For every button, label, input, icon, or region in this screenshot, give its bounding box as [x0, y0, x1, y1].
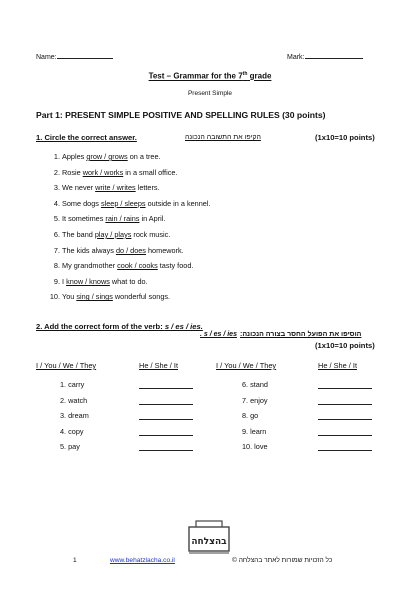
question-item — [48, 292, 170, 301]
question-number: 1. — [53, 152, 60, 161]
question-number: 4. — [53, 198, 60, 208]
question-item — [48, 199, 210, 208]
question-text-before: I — [62, 276, 67, 286]
answer-options[interactable]: do / does — [115, 245, 146, 255]
section2-heading: 2. Add the correct form of the verb: s / es / ies. — [36, 322, 203, 331]
col-header-subject-right: I / You / We / They — [216, 361, 277, 370]
col-header-third-right: He / She / It — [318, 361, 358, 370]
website-link[interactable]: www.behatzlacha.co.il — [110, 557, 175, 564]
name-blank[interactable] — [57, 49, 113, 59]
verb-item-left: 3. dream — [60, 411, 89, 421]
question-number: 2. — [53, 167, 60, 177]
section1-heading: 1. Circle the correct answer. — [36, 133, 137, 142]
col-header-third-left: He / She / It — [139, 361, 179, 370]
mark-label: Mark: — [287, 54, 305, 61]
verb-item-right: 7. enjoy — [242, 395, 268, 405]
question-item — [48, 152, 161, 161]
sheet-title: Test – Grammar for the 7th grade — [148, 71, 272, 81]
question-item — [48, 214, 165, 223]
question-item — [48, 230, 170, 239]
question-number: 3. — [53, 183, 60, 193]
part1-title: Part 1: PRESENT SIMPLE POSITIVE AND SPELLING RULES (30 points) — [36, 110, 326, 120]
question-text-before: It sometimes — [62, 214, 106, 224]
section1-points: (1x10=10 points) — [315, 133, 375, 142]
question-text-after: homework. — [145, 245, 184, 255]
answer-options[interactable]: cook / cooks — [117, 261, 158, 271]
question-item — [48, 277, 148, 286]
verb-item-right: 10. love — [242, 442, 268, 452]
verb-item-right: 8. go — [242, 411, 259, 421]
verb-item-left: 1. carry — [60, 380, 85, 389]
question-text-before: We never — [62, 183, 96, 193]
mark-field — [287, 49, 363, 61]
question-text-before: Apples — [62, 152, 87, 161]
answer-line-left[interactable] — [139, 388, 193, 389]
verb-item-right: 9. learn — [242, 426, 267, 436]
logo-text: בהצלחה — [191, 537, 227, 547]
answer-line-right[interactable] — [318, 404, 372, 405]
question-text-before: Some dogs — [62, 198, 101, 208]
answer-line-right[interactable] — [318, 450, 372, 451]
question-number: 9. — [53, 276, 60, 286]
question-text-after: in a small office. — [123, 167, 178, 177]
question-item — [48, 168, 177, 177]
mark-blank[interactable] — [305, 49, 363, 59]
answer-options[interactable]: play / plays — [94, 230, 132, 239]
answer-line-left[interactable] — [139, 404, 193, 405]
question-text-after: letters. — [135, 183, 160, 193]
question-item — [48, 246, 184, 255]
answer-options[interactable]: rain / rains — [105, 214, 140, 224]
question-text-after: rock music. — [131, 230, 171, 239]
question-text-before: The kids always — [62, 245, 116, 255]
page-number: 1 — [73, 557, 77, 564]
section2-points: (1x10=10 points) — [315, 341, 375, 350]
answer-line-left[interactable] — [139, 450, 193, 451]
name-label: Name: — [36, 54, 57, 61]
section2-hebrew-forms: . s / es / ies — [200, 331, 237, 338]
copyright-notice: כל הזכויות שמורות לאתר בהצלחה © — [232, 557, 333, 564]
answer-line-right[interactable] — [318, 388, 372, 389]
question-item — [48, 183, 160, 192]
question-number: 5. — [53, 214, 60, 224]
answer-options[interactable]: know / knows — [66, 276, 110, 286]
question-text-before: You — [62, 292, 77, 302]
answer-options[interactable]: sing / sings — [76, 292, 113, 302]
question-number: 10. — [49, 292, 60, 302]
question-number: 7. — [53, 245, 60, 255]
answer-options[interactable]: grow / grows — [86, 152, 128, 161]
question-text-before: Rosie — [62, 167, 83, 177]
verb-item-left: 2. watch — [60, 395, 88, 405]
answer-line-left[interactable] — [139, 435, 193, 436]
answer-line-right[interactable] — [318, 419, 372, 420]
question-item — [48, 261, 193, 270]
section2-hebrew-instruction: הוסיפו את הפועל החסר בצורה הנכונה: — [240, 331, 362, 338]
name-field — [36, 49, 113, 61]
answer-options[interactable]: work / works — [82, 167, 124, 177]
answer-options[interactable]: write / writes — [95, 183, 136, 193]
question-text-after: what to do. — [109, 276, 148, 286]
question-number: 6. — [53, 230, 60, 239]
question-text-after: outside in a kennel. — [145, 198, 211, 208]
question-text-after: wonderful songs. — [112, 292, 171, 302]
answer-line-right[interactable] — [318, 435, 372, 436]
question-text-after: tasty food. — [157, 261, 194, 271]
answer-line-left[interactable] — [139, 419, 193, 420]
question-text-before: The band — [62, 230, 95, 239]
question-number: 8. — [53, 261, 60, 271]
question-text-before: My grandmother — [62, 261, 118, 271]
answer-options[interactable]: sleep / sleeps — [100, 198, 146, 208]
behatzlacha-logo — [186, 519, 232, 559]
col-header-subject-left: I / You / We / They — [36, 361, 97, 370]
sheet-subtitle: Present Simple — [187, 90, 233, 97]
verb-item-right: 6. stand — [242, 380, 268, 389]
section1-hebrew-instruction: הקיפו את התשובה הנכונה — [185, 134, 261, 141]
question-text-after: in April. — [139, 214, 166, 224]
verb-item-left: 5. pay — [60, 442, 80, 452]
verb-item-left: 4. copy — [60, 426, 84, 436]
question-text-after: on a tree. — [127, 152, 161, 161]
